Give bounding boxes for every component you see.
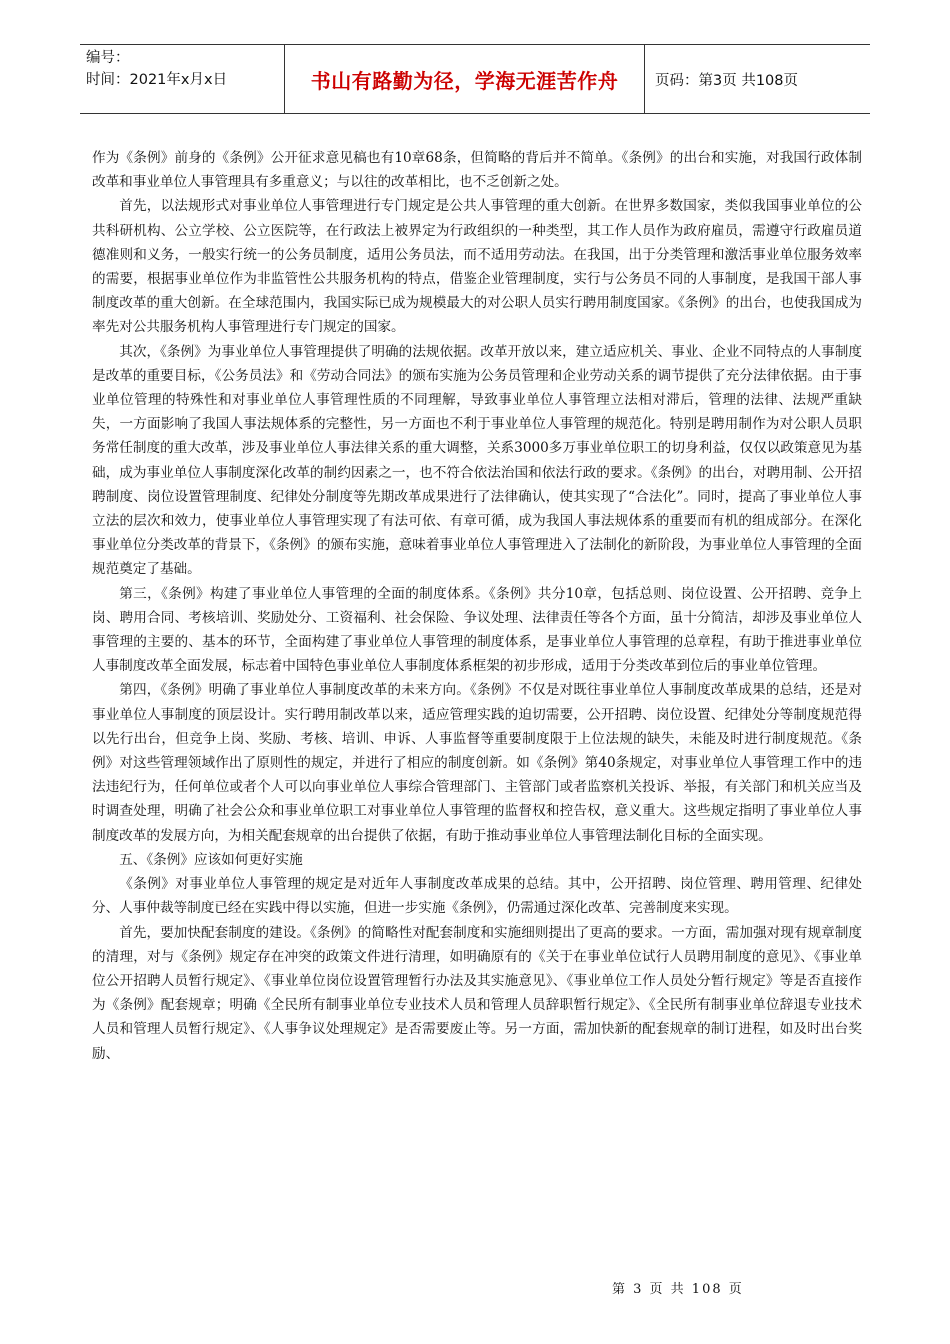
header-motto: 书山有路勤为径，学海无涯苦作舟 [285, 45, 645, 113]
paragraph-3: 其次，《条例》为事业单位人事管理提供了明确的法规依据。改革开放以来，建立适应机关、事业、企业不同特点的人事制度是改革的重要目标，《公务员法》和《劳动合同法》的颁布实施为公务员管理和企业劳动关系的调节提供了充分法律依据。由于事业单位管理的特殊性和对事业单位人事管理性质的不同理解，导致事业单位人事管理立法相对滞后，管理的法律、法规严重缺失，一方面影响了我国人事法规体系的完整性，另一方面也不利于事业单位人事管理的规范化。特别是聘用制作为对公职人员职务常任制度的重大改革，涉及事业单位人事法律关系的重大调整，关系3000多万事业单位职工的切身利益，仅仅以政策意见为基础，成为事业单位人事制度深化改革的制约因素之一，也不符合依法治国和依法行政的要求。《条例》的出台，对聘用制、公开招聘制度、岗位设置管理制度、纪律处分制度等先期改革成果进行了法律确认，使其实现了“合法化”。同时，提高了事业单位人事立法的层次和效力，使事业单位人事管理实现了有法可依、有章可循，成为我国人事法规体系的重要而有机的组成部分。在深化事业单位分类改革的背景下，《条例》的颁布实施，意味着事业单位人事管理进入了法制化的新阶段，为事业单位人事管理的全面规范奠定了基础。 [92, 343, 862, 578]
document-body [92, 146, 862, 1066]
number-label: 编号： [86, 50, 130, 66]
time-label: 时间：2021年x月x日 [86, 72, 228, 88]
paragraph-5: 第四，《条例》明确了事业单位人事制度改革的未来方向。《条例》不仅是对既往事业单位人事制度改革成果的总结，还是对事业单位人事制度的顶层设计。实行聘用制改革以来，适应管理实践的迫切需要，公开招聘、岗位设置、纪律处分等制度规范得以先行出台，但竞争上岗、奖励、考核、培训、申诉、人事监督等重要制度限于上位法规的缺失，未能及时进行制度规范。《条例》对这些管理领域作出了原则性的规定，并进行了相应的制度创新。如《条例》第40条规定，对事业单位人事管理工作中的违法违纪行为，任何单位或者个人可以向事业单位人事综合管理部门、主管部门或者监察机关投诉、举报，有关部门和机关应当及时调查处理，明确了社会公众和事业单位职工对事业单位人事管理的监督权和控告权，意义重大。这些规定指明了事业单位人事制度改革的发展方向，为相关配套规章的出台提供了依据，有助于推动事业单位人事管理法制化目标的全面实现。 [92, 682, 862, 844]
page-footer: 第 3 页 共 108 页 [612, 1282, 744, 1297]
paragraph-7: 《条例》对事业单位人事管理的规定是对近年人事制度改革成果的总结。其中，公开招聘、岗位管理、聘用管理、纪律处分、人事仲裁等制度已经在实践中得以实施，但进一步实施《条例》，仍需通过深化改革、完善制度来实现。 [92, 876, 862, 917]
paragraph-2: 首先，以法规形式对事业单位人事管理进行专门规定是公共人事管理的重大创新。在世界多数国家，类似我国事业单位的公共科研机构、公立学校、公立医院等，在行政法上被界定为行政组织的一种类型，其工作人员作为政府雇员，需遵守行政雇员道德准则和义务，一般实行统一的公务员制度，适用公务员法，而不适用劳动法。在我国，出于分类管理和激活事业单位服务效率的需要，根据事业单位作为非监管性公共服务机构的特点，借鉴企业管理制度，实行与公务员不同的人事制度，是我国干部人事制度改革的重大创新。在全球范围内，我国实际已成为规模最大的对公职人员实行聘用制度国家。《条例》的出台，也使我国成为率先对公共服务机构人事管理进行专门规定的国家。 [92, 198, 862, 336]
paragraph-4: 第三，《条例》构建了事业单位人事管理的全面的制度体系。《条例》共分10章，包括总则、岗位设置、公开招聘、竞争上岗、聘用合同、考核培训、奖励处分、工资福利、社会保险、争议处理、法律责任等各个方面，虽十分简洁，却涉及事业单位人事管理的主要的、基本的环节，全面构建了事业单位人事管理的制度体系，是事业单位人事管理的总章程，有助于推进事业单位人事制度改革全面发展，标志着中国特色事业单位人事制度体系框架的初步形成，适用于分类改革到位后的事业单位管理。 [92, 585, 862, 675]
header-meta [80, 45, 285, 113]
paragraph-8: 首先，要加快配套制度的建设。《条例》的简略性对配套制度和实施细则提出了更高的要求。一方面，需加强对现有规章制度的清理，对与《条例》规定存在冲突的政策文件进行清理，如明确原有的《关于在事业单位试行人员聘用制度的意见》、《事业单位公开招聘人员暂行规定》、《事业单位岗位设置管理暂行办法及其实施意见》、《事业单位工作人员处分暂行规定》等是否直接作为《条例》配套规章；明确《全民所有制事业单位专业技术人员和管理人员辞职暂行规定》、《全民所有制事业单位辞退专业技术人员和管理人员暂行规定》、《人事争议处理规定》是否需要废止等。另一方面，需加快新的配套规章的制订进程，如及时出台奖励、 [92, 924, 862, 1062]
page-header [80, 44, 870, 114]
paragraph-1: 作为《条例》前身的《条例》公开征求意见稿也有10章68条，但简略的背后并不简单。《条例》的出台和实施，对我国行政体制改革和事业单位人事管理具有多重意义；与以往的改革相比，也不乏创新之处。 [92, 150, 862, 191]
section-heading: 五、《条例》应该如何更好实施 [119, 851, 303, 868]
header-page-info: 页码：第3页 共108页 [655, 72, 799, 89]
